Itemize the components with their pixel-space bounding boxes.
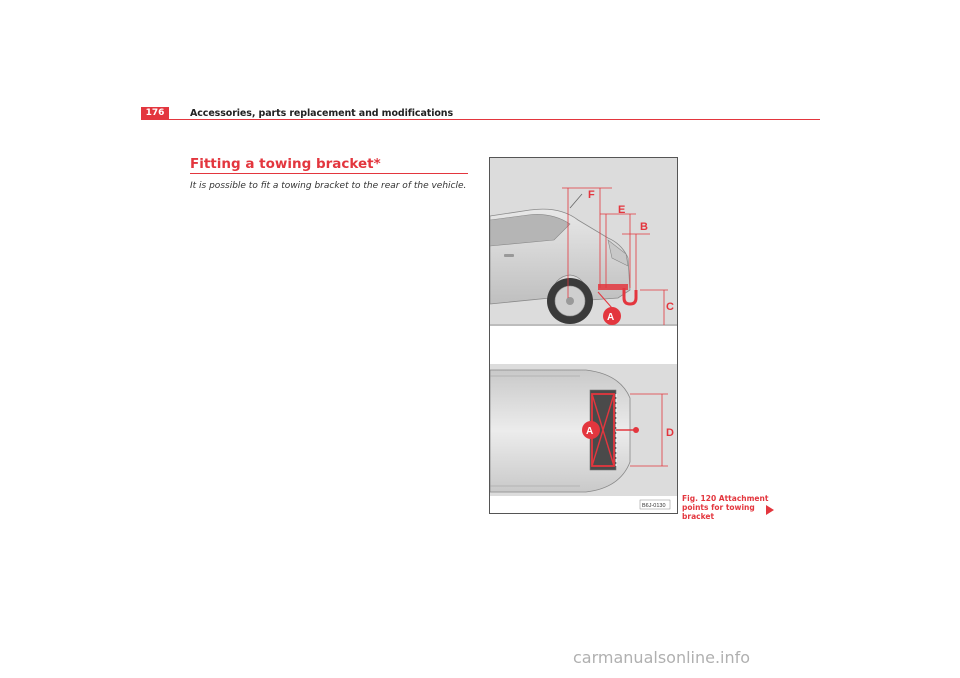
section-title: Fitting a towing bracket* bbox=[190, 156, 381, 172]
image-code: B6J-0130 bbox=[642, 503, 666, 509]
figure-illustration bbox=[490, 158, 677, 513]
label-d: D bbox=[666, 427, 674, 439]
label-a-top: A bbox=[586, 426, 594, 437]
title-rule bbox=[190, 173, 468, 174]
top-view-panel bbox=[490, 364, 677, 496]
side-view-panel bbox=[490, 158, 677, 326]
figure-caption-line1: Fig. 120 Attachment bbox=[682, 494, 769, 503]
watermark: carmanualsonline.info bbox=[573, 648, 751, 667]
figure-towing-bracket bbox=[489, 157, 678, 514]
figure-caption-line2: points for towing bracket bbox=[682, 503, 755, 521]
header-rule bbox=[141, 119, 820, 120]
running-header: Accessories, parts replacement and modifications bbox=[190, 108, 454, 119]
page-number: 176 bbox=[141, 107, 169, 120]
continue-arrow-icon bbox=[766, 505, 774, 515]
intro-text: It is possible to fit a towing bracket to the rear of the vehicle. bbox=[190, 181, 467, 191]
label-a-side: A bbox=[607, 312, 615, 323]
label-f: F bbox=[588, 189, 595, 201]
label-e: E bbox=[618, 204, 626, 216]
figure-caption bbox=[682, 494, 772, 521]
label-c: C bbox=[666, 301, 674, 313]
label-b: B bbox=[640, 221, 648, 233]
